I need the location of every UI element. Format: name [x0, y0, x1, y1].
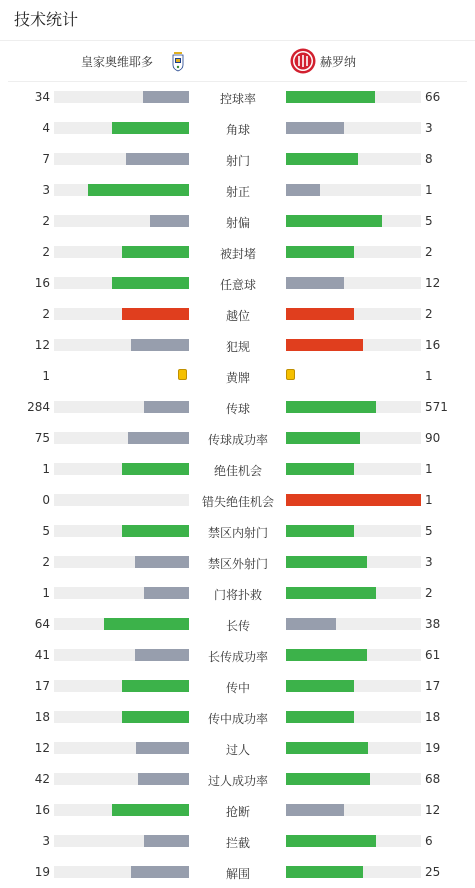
stat-label: 解围: [225, 867, 250, 881]
home-stat-bar-track: [54, 556, 189, 568]
away-stat-bar-track: [286, 556, 421, 568]
home-stat-value: 17: [34, 679, 50, 693]
stat-label: 角球: [225, 123, 250, 137]
away-stat-bar-fill: [286, 277, 344, 289]
stat-row: [0, 578, 475, 609]
stat-label: 禁区外射门: [207, 557, 268, 571]
away-stat-bar-fill: [286, 680, 354, 692]
away-stat-bar-fill: [286, 184, 320, 196]
home-stat-value: 4: [42, 121, 50, 135]
away-stat-value: 66: [425, 90, 441, 104]
away-team-crest-icon[interactable]: [290, 48, 316, 74]
away-stat-value: 2: [425, 307, 433, 321]
home-stat-bar-track: [54, 215, 189, 227]
stat-label: 犯规: [225, 340, 250, 354]
stat-row: [0, 175, 475, 206]
stat-row: [0, 361, 475, 392]
away-stat-bar-fill: [286, 432, 360, 444]
away-stat-value: 1: [425, 462, 433, 476]
stat-label: 拦截: [225, 836, 250, 850]
home-stat-value: 2: [42, 555, 50, 569]
away-stat-value: 1: [425, 183, 433, 197]
away-stat-bar-track: [286, 463, 421, 475]
home-team-crest-icon[interactable]: [172, 50, 184, 72]
away-stat-value: 3: [425, 121, 433, 135]
home-stat-bar-track: [54, 711, 189, 723]
home-stat-bar-track: [54, 153, 189, 165]
away-stat-bar-track: [286, 866, 421, 878]
away-stat-bar-track: [286, 680, 421, 692]
stat-label: 过人: [225, 743, 250, 757]
away-stat-bar-fill: [286, 308, 354, 320]
away-stat-value: 90: [425, 431, 441, 445]
home-stat-bar-track: [54, 866, 189, 878]
home-stat-bar-fill: [112, 804, 189, 816]
stat-row: [0, 764, 475, 795]
home-stat-bar-track: [54, 246, 189, 258]
home-stat-bar-track: [54, 494, 189, 506]
home-stat-bar-fill: [136, 742, 189, 754]
home-stat-value: 16: [34, 276, 50, 290]
stat-row: [0, 547, 475, 578]
away-stat-bar-track: [286, 122, 421, 134]
home-stat-bar-fill: [122, 246, 190, 258]
away-yellow-card-icon: [286, 369, 295, 380]
away-stat-value: 17: [425, 679, 441, 693]
home-team-name[interactable]: 皇家奥维耶多: [80, 55, 153, 69]
home-stat-bar-track: [54, 91, 189, 103]
away-stat-bar-track: [286, 773, 421, 785]
stat-label: 射门: [225, 154, 250, 168]
stat-row: [0, 702, 475, 733]
home-stat-bar-fill: [131, 866, 189, 878]
away-stat-value: 2: [425, 245, 433, 259]
home-stat-bar-fill: [122, 463, 190, 475]
away-stat-value: 1: [425, 493, 433, 507]
stat-label: 长传成功率: [207, 650, 268, 664]
away-stat-bar-track: [286, 277, 421, 289]
stat-label: 被封堵: [219, 247, 256, 261]
away-stat-bar-track: [286, 432, 421, 444]
away-stat-bar-track: [286, 587, 421, 599]
away-stat-value: 571: [425, 400, 448, 414]
stat-row: [0, 609, 475, 640]
home-stat-bar-track: [54, 122, 189, 134]
home-stat-value: 1: [42, 369, 50, 383]
away-stat-bar-track: [286, 308, 421, 320]
home-stat-value: 42: [34, 772, 50, 786]
away-stat-value: 68: [425, 772, 441, 786]
home-stat-bar-fill: [122, 711, 190, 723]
stat-row: [0, 268, 475, 299]
stat-row: [0, 423, 475, 454]
away-stat-bar-fill: [286, 246, 354, 258]
home-yellow-card-icon: [178, 369, 187, 380]
away-stat-value: 19: [425, 741, 441, 755]
home-stat-bar-fill: [122, 680, 190, 692]
home-stat-bar-track: [54, 649, 189, 661]
away-stat-bar-fill: [286, 618, 336, 630]
home-stat-bar-track: [54, 742, 189, 754]
away-stat-bar-track: [286, 494, 421, 506]
home-stat-bar-fill: [144, 401, 189, 413]
away-stat-bar-track: [286, 401, 421, 413]
home-stat-bar-track: [54, 184, 189, 196]
stat-label: 射偏: [225, 216, 250, 230]
stat-label: 黄牌: [225, 371, 250, 385]
stat-label: 传中成功率: [207, 712, 268, 726]
away-stat-bar-fill: [286, 649, 367, 661]
away-stat-value: 1: [425, 369, 433, 383]
away-stat-value: 6: [425, 834, 433, 848]
home-stat-bar-fill: [144, 587, 189, 599]
home-stat-value: 64: [34, 617, 50, 631]
away-stat-bar-track: [286, 649, 421, 661]
home-stat-value: 2: [42, 214, 50, 228]
home-stat-bar-track: [54, 773, 189, 785]
stat-row: [0, 454, 475, 485]
home-stat-value: 2: [42, 245, 50, 259]
away-stat-bar-fill: [286, 91, 375, 103]
away-stat-bar-track: [286, 618, 421, 630]
away-stat-bar-track: [286, 184, 421, 196]
home-stat-bar-fill: [104, 618, 189, 630]
away-stat-bar-fill: [286, 587, 376, 599]
home-stat-value: 34: [34, 90, 50, 104]
away-stat-value: 25: [425, 865, 441, 879]
stats-list: [0, 82, 475, 888]
away-stat-value: 38: [425, 617, 441, 631]
stat-row: [0, 113, 475, 144]
home-stat-bar-track: [54, 680, 189, 692]
home-stat-value: 1: [42, 462, 50, 476]
home-stat-bar-fill: [126, 153, 189, 165]
home-stat-value: 3: [42, 834, 50, 848]
stat-label: 任意球: [219, 278, 256, 292]
away-stat-bar-fill: [286, 866, 363, 878]
home-stat-bar-track: [54, 308, 189, 320]
away-stat-value: 12: [425, 803, 441, 817]
away-stat-bar-fill: [286, 804, 344, 816]
away-team-name[interactable]: 赫罗纳: [320, 55, 357, 69]
home-stat-value: 16: [34, 803, 50, 817]
home-stat-value: 0: [42, 493, 50, 507]
stat-row: [0, 671, 475, 702]
home-stat-bar-fill: [138, 773, 189, 785]
stat-label: 禁区内射门: [207, 526, 268, 540]
stat-label: 传球: [225, 402, 250, 416]
away-stat-value: 2: [425, 586, 433, 600]
stat-row: [0, 733, 475, 764]
home-stat-value: 18: [34, 710, 50, 724]
home-stat-value: 3: [42, 183, 50, 197]
home-stat-bar-fill: [144, 835, 189, 847]
away-stat-value: 12: [425, 276, 441, 290]
away-stat-value: 8: [425, 152, 433, 166]
stat-label: 控球率: [219, 92, 256, 106]
stat-label: 长传: [225, 619, 250, 633]
stat-label: 越位: [225, 309, 250, 323]
home-stat-value: 41: [34, 648, 50, 662]
away-stat-bar-track: [286, 215, 421, 227]
team-header: [8, 41, 467, 82]
stat-row: [0, 237, 475, 268]
away-stat-value: 16: [425, 338, 441, 352]
away-stat-value: 5: [425, 524, 433, 538]
home-stat-bar-track: [54, 339, 189, 351]
away-stat-bar-track: [286, 835, 421, 847]
stat-row: [0, 144, 475, 175]
home-stat-bar-fill: [135, 649, 189, 661]
home-stat-bar-fill: [112, 122, 189, 134]
stat-row: [0, 485, 475, 516]
stat-label: 错失绝佳机会: [201, 495, 274, 509]
home-stat-bar-fill: [131, 339, 189, 351]
page-title: 技术统计: [0, 0, 475, 41]
home-stat-value: 75: [34, 431, 50, 445]
home-stat-value: 12: [34, 338, 50, 352]
away-stat-bar-fill: [286, 711, 354, 723]
home-stat-bar-fill: [122, 525, 190, 537]
stat-label: 射正: [225, 185, 250, 199]
stat-row: [0, 330, 475, 361]
away-stat-bar-track: [286, 91, 421, 103]
home-stat-value: 12: [34, 741, 50, 755]
home-stat-bar-fill: [88, 184, 189, 196]
home-stat-bar-track: [54, 835, 189, 847]
away-stat-bar-fill: [286, 122, 344, 134]
away-stat-bar-fill: [286, 742, 368, 754]
away-stat-bar-track: [286, 153, 421, 165]
stat-label: 抢断: [225, 805, 250, 819]
away-stat-value: 5: [425, 214, 433, 228]
stat-label: 门将扑救: [213, 588, 262, 602]
away-stat-bar-fill: [286, 556, 367, 568]
home-stat-bar-track: [54, 432, 189, 444]
home-stat-bar-fill: [135, 556, 189, 568]
stat-row: [0, 640, 475, 671]
home-stat-value: 7: [42, 152, 50, 166]
away-stat-value: 3: [425, 555, 433, 569]
away-stat-bar-fill: [286, 401, 376, 413]
home-stat-value: 284: [27, 400, 50, 414]
home-stat-bar-track: [54, 463, 189, 475]
away-stat-bar-fill: [286, 525, 354, 537]
home-stat-bar-fill: [112, 277, 189, 289]
home-stat-bar-track: [54, 618, 189, 630]
stat-row: [0, 82, 475, 113]
home-stat-value: 5: [42, 524, 50, 538]
away-stat-bar-fill: [286, 494, 421, 506]
stat-label: 绝佳机会: [213, 464, 262, 478]
stat-row: [0, 206, 475, 237]
home-stat-value: 1: [42, 586, 50, 600]
home-stat-value: 19: [34, 865, 50, 879]
away-stat-bar-fill: [286, 215, 382, 227]
stat-row: [0, 392, 475, 423]
away-stat-bar-track: [286, 525, 421, 537]
stat-label: 传中: [225, 681, 250, 695]
away-stat-bar-track: [286, 339, 421, 351]
away-stat-bar-fill: [286, 835, 376, 847]
stat-row: [0, 826, 475, 857]
home-stat-bar-fill: [150, 215, 189, 227]
stat-row: [0, 857, 475, 888]
stat-row: [0, 516, 475, 547]
away-stat-bar-fill: [286, 773, 370, 785]
home-stat-bar-track: [54, 277, 189, 289]
home-stat-bar-fill: [122, 308, 190, 320]
away-stat-bar-track: [286, 804, 421, 816]
home-stat-bar-track: [54, 587, 189, 599]
away-stat-bar-track: [286, 711, 421, 723]
away-stat-bar-fill: [286, 339, 363, 351]
home-stat-bar-track: [54, 804, 189, 816]
away-stat-bar-fill: [286, 153, 358, 165]
away-stat-bar-fill: [286, 463, 354, 475]
home-stat-bar-fill: [128, 432, 189, 444]
stat-row: [0, 299, 475, 330]
stat-label: 过人成功率: [207, 774, 268, 788]
away-stat-bar-track: [286, 246, 421, 258]
home-stat-bar-track: [54, 401, 189, 413]
stat-label: 传球成功率: [207, 433, 268, 447]
home-stat-value: 2: [42, 307, 50, 321]
away-stat-value: 61: [425, 648, 441, 662]
home-stat-bar-track: [54, 525, 189, 537]
home-stat-bar-fill: [143, 91, 189, 103]
away-stat-bar-track: [286, 742, 421, 754]
stat-row: [0, 795, 475, 826]
away-stat-value: 18: [425, 710, 441, 724]
